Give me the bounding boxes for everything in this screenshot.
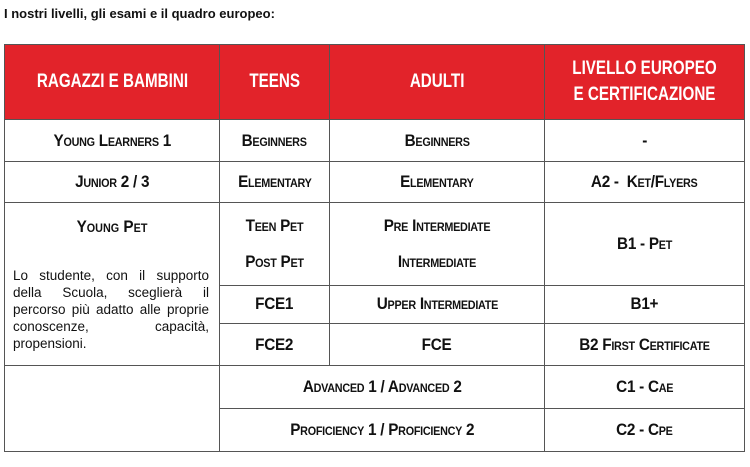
empty-cell — [5, 366, 220, 409]
merged-level-cell: Proficiency 1 / Proficiency 2 — [220, 409, 545, 452]
empty-cell — [5, 409, 220, 452]
table-row — [5, 120, 745, 162]
cert-cell: B1 - Pet — [545, 202, 745, 285]
cert-cell: A2 - Ket/Flyers — [545, 161, 745, 202]
adults-cell: Pre Intermediate Intermediate — [330, 202, 545, 285]
cert-cell: C1 - Cae — [545, 366, 745, 409]
young-pet-cell — [5, 202, 220, 366]
page-caption: I nostri livelli, gli esami e il quadro europeo: — [4, 6, 275, 21]
header-adults: ADULTI — [330, 45, 545, 120]
cert-cell: - — [545, 120, 745, 162]
teens-cell: Elementary — [220, 161, 330, 202]
teens-cell: Beginners — [220, 120, 330, 162]
cert-cell: B2 First Certificate — [545, 323, 745, 366]
school-note: Lo studente, con il supporto della Scuola, sceglierà il percorso più adatto alle proprie conoscenze, capacità, propensioni. — [13, 267, 209, 351]
young-pet-title: Young Pet — [76, 216, 148, 236]
merged-level-cell: Advanced 1 / Advanced 2 — [220, 366, 545, 409]
teens-cell: Teen Pet Post Pet — [220, 202, 330, 285]
table-row — [5, 366, 745, 409]
adults-cell: Beginners — [330, 120, 545, 162]
adults-cell: FCE — [330, 323, 545, 366]
adults-cell: Elementary — [330, 161, 545, 202]
header-europe: LIVELLO EUROPEO E CERTIFICAZIONE — [545, 45, 745, 120]
table-row — [5, 409, 745, 452]
teens-cell: FCE2 — [220, 323, 330, 366]
table-row — [5, 161, 745, 202]
kids-cell: Junior 2 / 3 — [5, 161, 220, 202]
kids-cell: Young Learners 1 — [5, 120, 220, 162]
cert-cell: C2 - Cpe — [545, 409, 745, 452]
header-row — [5, 45, 745, 120]
header-kids: RAGAZZI E BAMBINI — [5, 45, 220, 120]
levels-table — [4, 44, 745, 452]
adults-cell: Upper Intermediate — [330, 286, 545, 324]
header-teens: TEENS — [220, 45, 330, 120]
teens-cell: FCE1 — [220, 286, 330, 324]
cert-cell: B1+ — [545, 286, 745, 324]
table-row — [5, 202, 745, 285]
